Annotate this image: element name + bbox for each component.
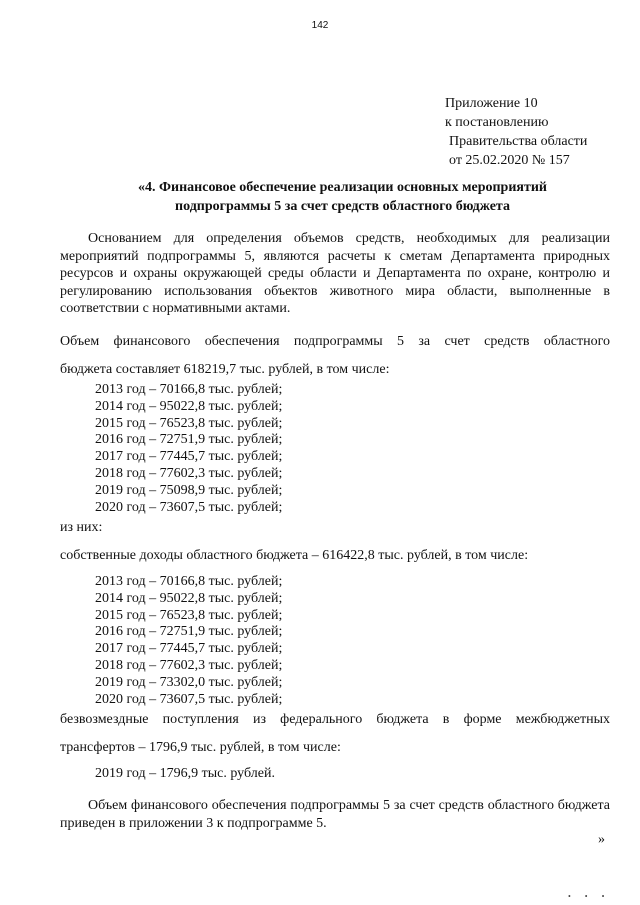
federal-year-item: 2019 год – 1796,9 тыс. рублей.: [95, 766, 275, 781]
year-item: 2019 год – 73302,0 тыс. рублей;: [95, 674, 283, 690]
closing-quote: »: [598, 832, 605, 847]
footer-marks: • • •: [568, 892, 611, 901]
year-item: 2020 год – 73607,5 тыс. рублей;: [95, 499, 283, 515]
approval-block: [445, 94, 587, 170]
heading-line: «4. Финансовое обеспечение реализации основных мероприятий: [138, 180, 547, 195]
year-item: 2016 год – 72751,9 тыс. рублей;: [95, 624, 283, 640]
year-item: 2015 год – 76523,8 тыс. рублей;: [95, 607, 283, 623]
section-heading: [60, 178, 625, 216]
year-item: 2018 год – 77602,3 тыс. рублей;: [95, 465, 283, 481]
federal-line1: безвозмездные поступления из федерального бюджета в форме межбюджетных: [60, 712, 610, 727]
year-item: 2018 год – 77602,3 тыс. рублей;: [95, 657, 283, 673]
year-item: 2019 год – 75098,9 тыс. рублей;: [95, 482, 283, 498]
year-item: 2013 год – 70166,8 тыс. рублей;: [95, 574, 283, 589]
year-item: 2015 год – 76523,8 тыс. рублей;: [95, 415, 283, 431]
total-year-list: [95, 382, 282, 516]
volume-paragraph-line1: Объем финансового обеспечения подпрограммы 5 за счет средств областного: [60, 334, 610, 349]
year-item: 2020 год – 73607,5 тыс. рублей;: [95, 691, 283, 707]
year-item: 2013 год – 70166,8 тыс. рублей;: [95, 382, 283, 397]
basis-paragraph: Основанием для определения объемов средств, необходимых для реализации мероприятий подпрограммы 5, являются расчеты к сметам Департамента природных ресурсов и охраны окружающей среды области и Департамента по охране, контролю и регулированию использования объектов животного мира области, выполненные в соответствии с нормативными актами.: [60, 231, 610, 316]
page-number: 142: [311, 20, 329, 31]
volume-paragraph-line2: бюджета составляет 618219,7 тыс. рублей, в том числе:: [60, 362, 390, 377]
year-item: 2014 год – 95022,8 тыс. рублей;: [95, 398, 283, 414]
year-item: 2014 год – 95022,8 тыс. рублей;: [95, 590, 283, 606]
federal-line2: трансфертов – 1796,9 тыс. рублей, в том числе:: [60, 740, 341, 755]
year-item: 2017 год – 77445,7 тыс. рублей;: [95, 449, 283, 465]
approval-line: Правительства области: [449, 134, 588, 149]
year-item: 2016 год – 72751,9 тыс. рублей;: [95, 432, 283, 448]
own-income-line: собственные доходы областного бюджета – 616422,8 тыс. рублей, в том числе:: [60, 548, 529, 563]
heading-line: подпрограммы 5 за счет средств областного бюджета: [175, 199, 510, 214]
approval-line: от 25.02.2020 № 157: [449, 153, 570, 168]
year-item: 2017 год – 77445,7 тыс. рублей;: [95, 641, 283, 657]
final-paragraph: Объем финансового обеспечения подпрограммы 5 за счет средств областного бюджета приведен в приложении 3 к подпрограмме 5.: [60, 798, 610, 831]
own-year-list: [95, 574, 282, 708]
of-them-label: из них:: [60, 520, 103, 535]
approval-line: к постановлению: [445, 115, 549, 130]
approval-line: Приложение 10: [445, 96, 538, 111]
